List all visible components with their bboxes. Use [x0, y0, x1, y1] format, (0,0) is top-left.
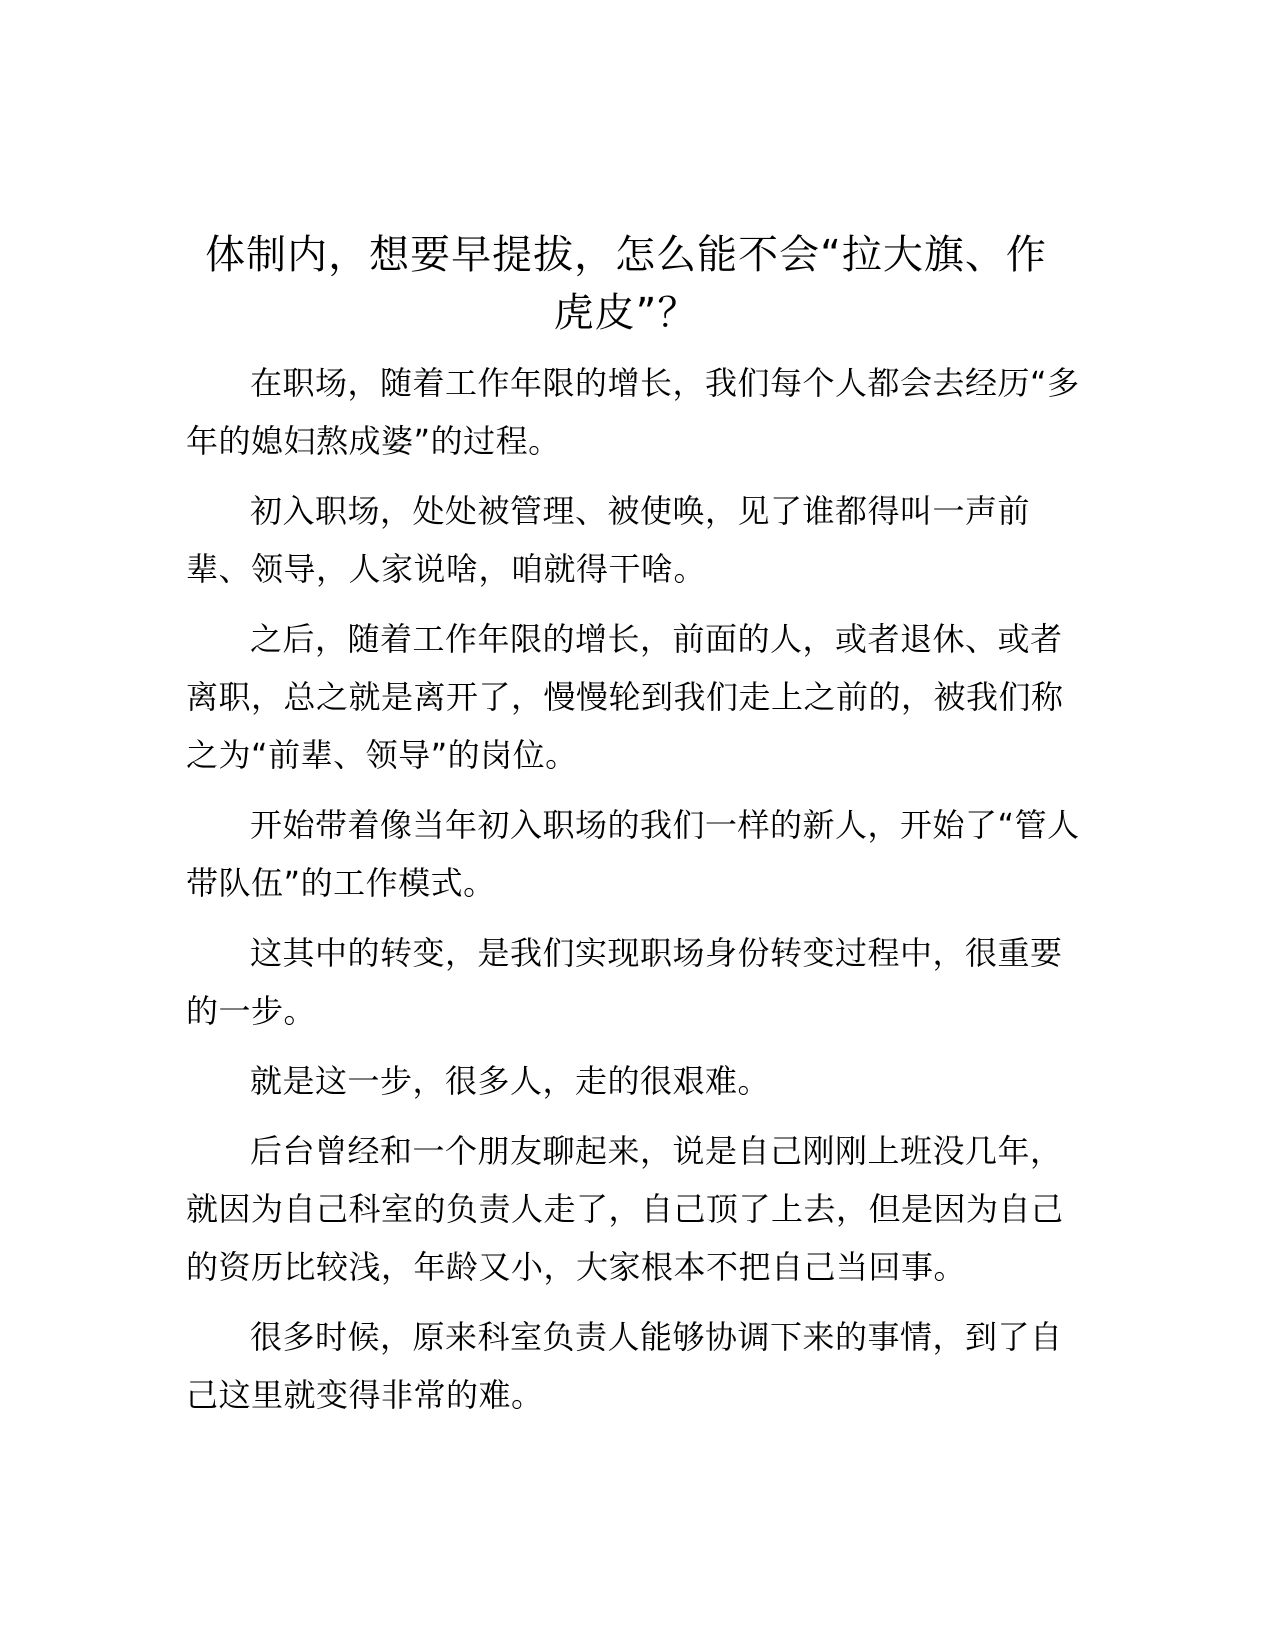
document-body	[186, 354, 1086, 1436]
paragraph: 就是这一步，很多人，走的很艰难。	[250, 1062, 771, 1100]
paragraph: 在职场，随着工作年限的增长，我们每个人都会去经历“多年的媳妇熬成婆”的过程。	[186, 364, 1080, 460]
paragraph: 开始带着像当年初入职场的我们一样的新人，开始了“管人带队伍”的工作模式。	[186, 806, 1080, 902]
document-title: 体制内，想要早提拔，怎么能不会“拉大旗、作虎皮”？	[205, 232, 1047, 336]
paragraph: 很多时候，原来科室负责人能够协调下来的事情，到了自己这里就变得非常的难。	[186, 1318, 1063, 1414]
paragraph: 之后，随着工作年限的增长，前面的人，或者退休、或者离职，总之就是离开了，慢慢轮到我们走上之前的，被我们称之为“前辈、领导”的岗位。	[186, 620, 1064, 774]
paragraph: 后台曾经和一个朋友聊起来，说是自己刚刚上班没几年，就因为自己科室的负责人走了，自己顶了上去，但是因为自己的资历比较浅，年龄又小，大家根本不把自己当回事。	[186, 1132, 1064, 1286]
paragraph: 初入职场，处处被管理、被使唤，见了谁都得叫一声前辈、领导，人家说啥，咱就得干啥。	[186, 492, 1031, 588]
paragraph: 这其中的转变，是我们实现职场身份转变过程中，很重要的一步。	[186, 934, 1063, 1030]
